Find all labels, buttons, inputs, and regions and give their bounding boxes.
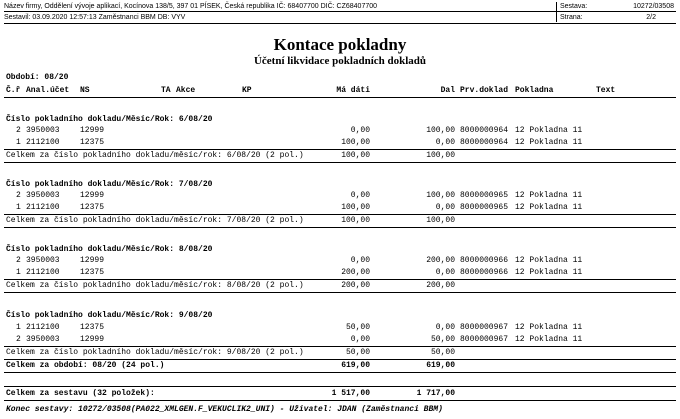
cell-ns: 12999 xyxy=(80,191,105,200)
cell-anal: 3950003 xyxy=(26,256,60,265)
col-pokladna: Pokladna xyxy=(515,86,554,95)
cell-doklad: 8000000966 xyxy=(460,268,509,277)
cell-dal: 200,00 xyxy=(426,256,455,265)
col-ta: TA xyxy=(161,86,171,95)
cell-pokladna: 12 Pokladna 11 xyxy=(515,256,583,265)
report-number: 10272/03508 xyxy=(633,3,674,10)
header-inner-rule xyxy=(4,11,676,12)
header-bottom-rule xyxy=(4,23,676,24)
cell-dal: 100,00 xyxy=(426,191,455,200)
cell-ma: 0,00 xyxy=(350,256,370,265)
report-footer: Konec sestavy: 10272/03508(PA022_XMLGEN.F_VEKUCLIK2_UNI) - Uživatel: JDAN (Zaměstnanci BBM) xyxy=(6,405,443,414)
report-total-rule xyxy=(4,386,676,387)
group-heading: Číslo pokladního dokladu/Měsíc/Rok: 7/08/20 xyxy=(6,180,213,189)
cell-ns: 12375 xyxy=(80,203,105,212)
column-header-rule xyxy=(4,97,676,98)
cell-ns: 12375 xyxy=(80,138,105,147)
cell-anal: 2112100 xyxy=(26,323,60,332)
group-total-dal: 100,00 xyxy=(426,216,455,225)
group-total-rule xyxy=(4,346,676,347)
cell-pokladna: 12 Pokladna 11 xyxy=(515,126,583,135)
period-total-ma: 619,00 xyxy=(341,361,370,370)
report-total-ma: 1 517,00 xyxy=(331,389,370,398)
report-total-dal: 1 717,00 xyxy=(416,389,455,398)
compiled-line: Sestavil: 03.09.2020 12:57:13 Zaměstnanci BBM DB: VYV xyxy=(4,14,186,21)
group-total-label: Celkem za číslo pokladního dokladu/měsíc/rok: 7/08/20 (2 pol.) xyxy=(6,216,304,225)
cell-anal: 2112100 xyxy=(26,138,60,147)
cell-cr: 2 xyxy=(16,335,21,344)
cell-cr: 1 xyxy=(16,323,21,332)
group-heading: Číslo pokladního dokladu/Měsíc/Rok: 6/08/20 xyxy=(6,115,213,124)
cell-dal: 50,00 xyxy=(430,335,455,344)
group-total-label: Celkem za číslo pokladního dokladu/měsíc/rok: 6/08/20 (2 pol.) xyxy=(6,151,304,160)
group-total-label: Celkem za číslo pokladního dokladu/měsíc/rok: 8/08/20 (2 pol.) xyxy=(6,281,304,290)
header-divider xyxy=(556,2,557,22)
cell-ma: 100,00 xyxy=(341,138,370,147)
page-number: 2/2 xyxy=(646,14,656,21)
cell-ma: 0,00 xyxy=(350,191,370,200)
cell-anal: 3950003 xyxy=(26,191,60,200)
cell-doklad: 8000000967 xyxy=(460,323,509,332)
group-total-ma: 50,00 xyxy=(345,348,370,357)
cell-ma: 0,00 xyxy=(350,335,370,344)
cell-cr: 1 xyxy=(16,203,21,212)
period-total-dal: 619,00 xyxy=(426,361,455,370)
cell-pokladna: 12 Pokladna 11 xyxy=(515,138,583,147)
cell-ma: 100,00 xyxy=(341,203,370,212)
cell-ns: 12999 xyxy=(80,126,105,135)
cell-doklad: 8000000964 xyxy=(460,138,509,147)
col-dal: Dal xyxy=(440,86,455,95)
cell-pokladna: 12 Pokladna 11 xyxy=(515,323,583,332)
cell-anal: 2112100 xyxy=(26,268,60,277)
cell-anal: 2112100 xyxy=(26,203,60,212)
cell-cr: 1 xyxy=(16,138,21,147)
cell-dal: 0,00 xyxy=(435,323,455,332)
period-total-label: Celkem za období: 08/20 (24 pol.) xyxy=(6,361,165,370)
group-total-rule xyxy=(4,149,676,150)
page-label: Strana: xyxy=(560,14,583,21)
cell-ns: 12375 xyxy=(80,268,105,277)
cell-cr: 1 xyxy=(16,268,21,277)
group-total-ma: 100,00 xyxy=(341,151,370,160)
col-akce: Akce xyxy=(176,86,196,95)
col-cr: Č.ř xyxy=(6,86,21,95)
cell-pokladna: 12 Pokladna 11 xyxy=(515,268,583,277)
cell-doklad: 8000000964 xyxy=(460,126,509,135)
cell-pokladna: 12 Pokladna 11 xyxy=(515,191,583,200)
col-kp: KP xyxy=(242,86,252,95)
group-end-rule xyxy=(4,292,676,293)
cell-cr: 2 xyxy=(16,191,21,200)
cell-doklad: 8000000966 xyxy=(460,256,509,265)
group-heading: Číslo pokladního dokladu/Měsíc/Rok: 8/08/20 xyxy=(6,245,213,254)
col-ma-dati: Má dáti xyxy=(336,86,370,95)
col-prv-doklad: Prv.doklad xyxy=(460,86,509,95)
report-total-end-rule xyxy=(4,400,676,401)
period-total-end-rule xyxy=(4,372,676,373)
group-total-label: Celkem za číslo pokladního dokladu/měsíc/rok: 9/08/20 (2 pol.) xyxy=(6,348,304,357)
cell-ns: 12375 xyxy=(80,323,105,332)
group-total-dal: 200,00 xyxy=(426,281,455,290)
report-total-label: Celkem za sestavu (32 položek): xyxy=(6,389,155,398)
cell-ns: 12999 xyxy=(80,335,105,344)
group-end-rule xyxy=(4,162,676,163)
cell-cr: 2 xyxy=(16,256,21,265)
group-heading: Číslo pokladního dokladu/Měsíc/Rok: 9/08/20 xyxy=(6,311,213,320)
cell-ns: 12999 xyxy=(80,256,105,265)
group-total-ma: 200,00 xyxy=(341,281,370,290)
report-subtitle: Účetní likvidace pokladních dokladů xyxy=(253,55,427,67)
col-text: Text xyxy=(596,86,616,95)
cell-ma: 0,00 xyxy=(350,126,370,135)
report-label: Sestava: xyxy=(560,3,588,10)
cell-pokladna: 12 Pokladna 11 xyxy=(515,335,583,344)
group-end-rule xyxy=(4,227,676,228)
cell-pokladna: 12 Pokladna 11 xyxy=(515,203,583,212)
cell-ma: 50,00 xyxy=(345,323,370,332)
report-title: Kontace pokladny xyxy=(273,35,407,54)
cell-dal: 0,00 xyxy=(435,203,455,212)
period-label: Období: 08/20 xyxy=(6,73,69,82)
cell-cr: 2 xyxy=(16,126,21,135)
group-total-dal: 100,00 xyxy=(426,151,455,160)
cell-ma: 200,00 xyxy=(341,268,370,277)
col-ns: NS xyxy=(80,86,90,95)
group-total-rule xyxy=(4,214,676,215)
cell-dal: 0,00 xyxy=(435,268,455,277)
group-total-ma: 100,00 xyxy=(341,216,370,225)
col-anal: Anal.účet xyxy=(26,86,70,95)
cell-dal: 0,00 xyxy=(435,138,455,147)
company-line: Název firmy, Oddělení vývoje aplikací, Kocínova 138/5, 397 01 PÍSEK, Česká republika IČ: 68407700 DIČ: CZ68407700 xyxy=(4,3,378,10)
group-total-rule xyxy=(4,279,676,280)
cell-doklad: 8000000965 xyxy=(460,191,509,200)
cell-anal: 3950003 xyxy=(26,126,60,135)
cell-anal: 3950003 xyxy=(26,335,60,344)
cell-doklad: 8000000965 xyxy=(460,203,509,212)
group-total-dal: 50,00 xyxy=(430,348,455,357)
period-total-rule xyxy=(4,359,676,360)
cell-dal: 100,00 xyxy=(426,126,455,135)
cell-doklad: 8000000967 xyxy=(460,335,509,344)
